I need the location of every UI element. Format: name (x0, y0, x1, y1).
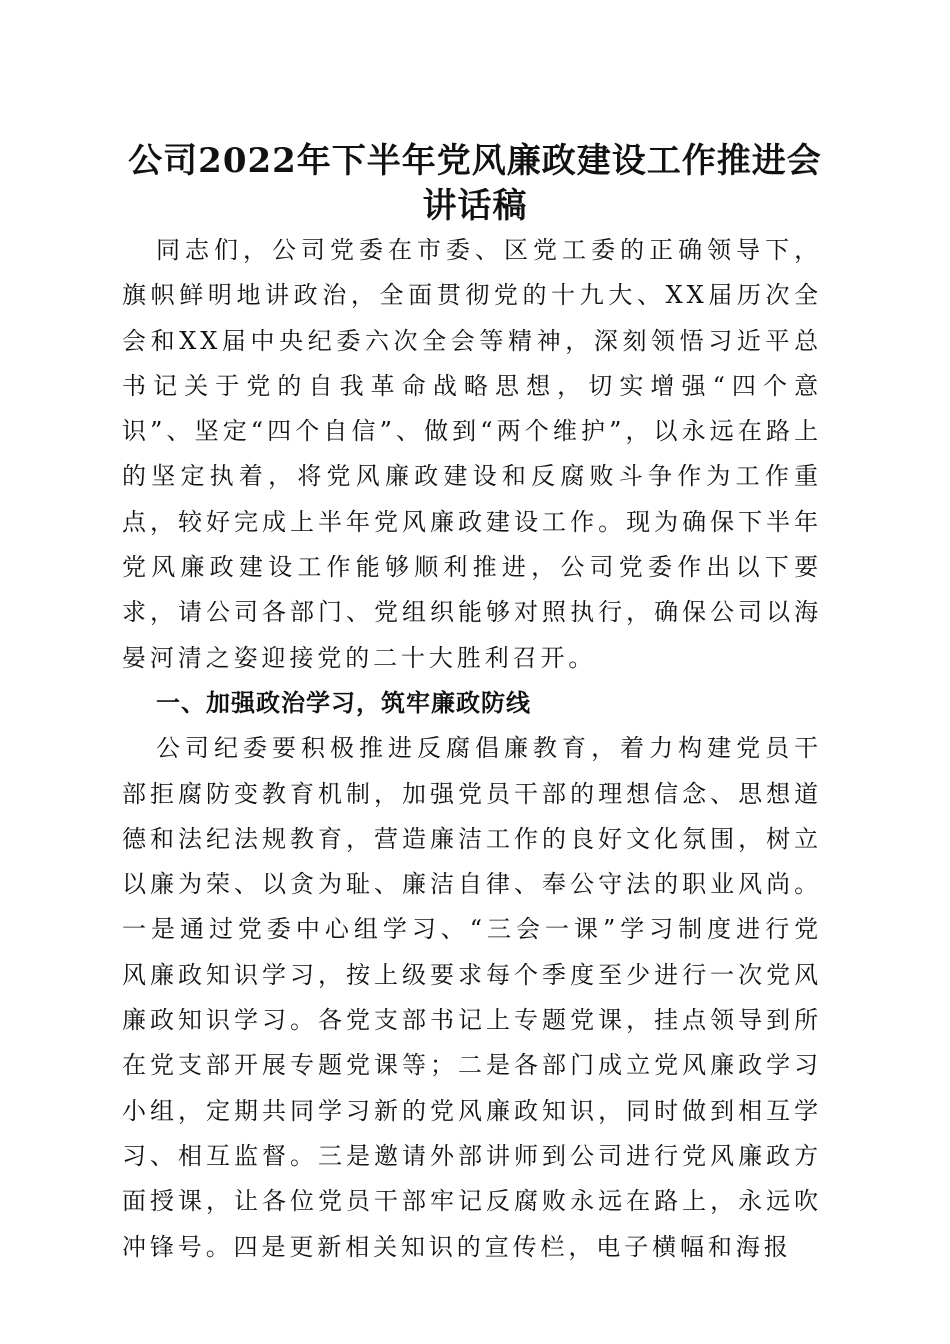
paragraph-section-1: 公司纪委要积极推进反腐倡廉教育，着力构建党员干部拒腐防变教育机制，加强党员干部的理想信念、思想道德和法纪法规教育，营造廉洁工作的良好文化氛围，树立以廉为荣、以贪为耻、廉洁自律、奉公守法的职业风尚。一是通过党委中心组学习、“三会一课”学习制度进行党风廉政知识学习，按上级要求每个季度至少进行一次党风廉政知识学习。各党支部书记上专题党课，挂点领导到所在党支部开展专题党课等；二是各部门成立党风廉政学习小组，定期共同学习新的党风廉政知识，同时做到相互学习、相互监督。三是邀请外部讲师到公司进行党风廉政方面授课，让各位党员干部牢记反腐败永远在路上，永远吹冲锋号。四是更新相关知识的宣传栏，电子横幅和海报 (122, 734, 822, 1261)
document-title-line1: 公司2022年下半年党风廉政建设工作推进会 (128, 141, 822, 181)
section-heading-1: 一、加强政治学习，筑牢廉政防线 (156, 688, 531, 717)
document-title-line2: 讲话稿 (422, 186, 528, 226)
document-body (122, 228, 822, 1270)
paragraph-intro: 同志们，公司党委在市委、区党工委的正确领导下，旗帜鲜明地讲政治，全面贯彻党的十九大、XX届历次全会和XX届中央纪委六次全会等精神，深刻领悟习近平总书记关于党的自我革命战略思想，切实增强“四个意识”、坚定“四个自信”、做到“两个维护”，以永远在路上的坚定执着，将党风廉政建设和反腐败斗争作为工作重点，较好完成上半年党风廉政建设工作。现为确保下半年党风廉政建设工作能够顺利推进，公司党委作出以下要求，请公司各部门、党组织能够对照执行，确保公司以海晏河清之姿迎接党的二十大胜利召开。 (122, 236, 822, 672)
